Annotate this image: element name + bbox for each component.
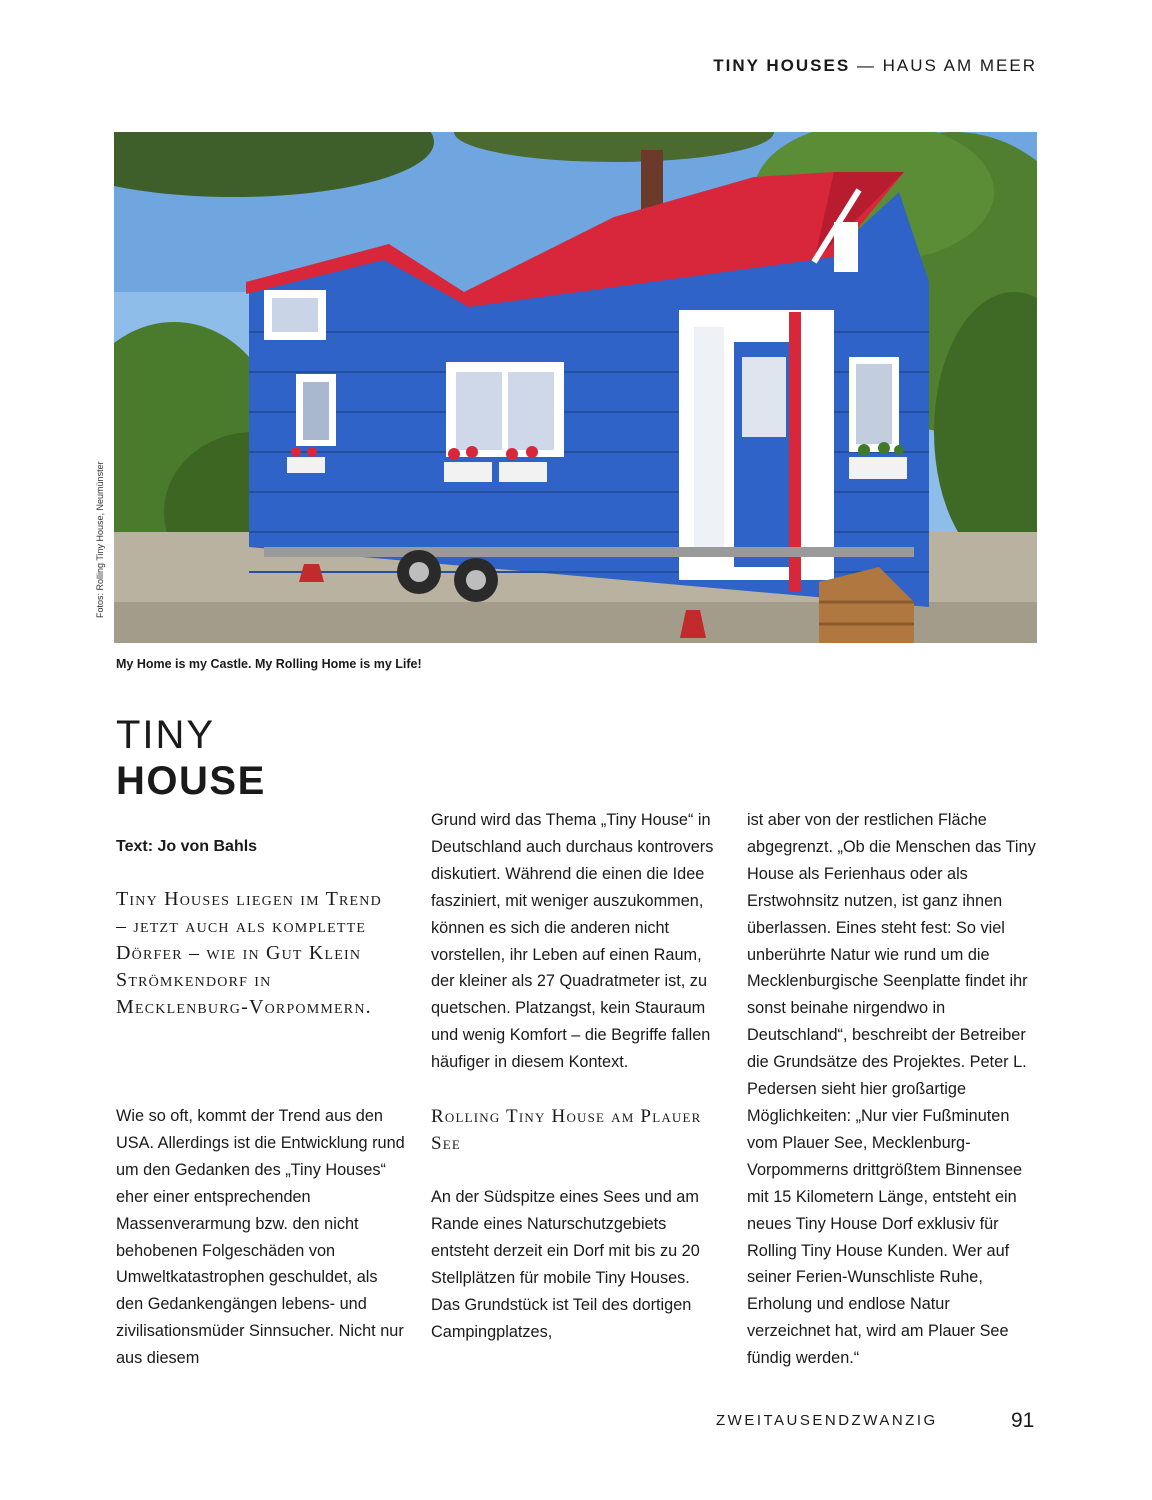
article-subheading: Rolling Tiny House am Plauer See (431, 1106, 702, 1155)
running-head-section: TINY HOUSES (713, 56, 851, 75)
article-column-2 (431, 807, 721, 1346)
article-byline: Text: Jo von Bahls (116, 838, 258, 855)
running-head (713, 56, 1037, 76)
tiny-house-photo (114, 132, 1037, 643)
article-column-1 (116, 1103, 406, 1372)
photo-credit: Fotos: Rolling Tiny House, Neumünster (95, 461, 105, 618)
article-title-line2: HOUSE (116, 759, 266, 803)
article-title-line1: TINY (116, 713, 216, 757)
footer-label: ZWEITAUSENDZWANZIG (716, 1412, 938, 1429)
photo-caption: My Home is my Castle. My Rolling Home is my Life! (116, 657, 422, 671)
column-1-paragraph: Wie so oft, kommt der Trend aus den USA. Allerdings ist die Entwicklung rund um den Gedanken des „Tiny Houses“ eher einer entsprechenden Massenverarmung bzw. den nicht behobenen Folgeschäden von Umweltkatastrophen geschuldet, als den Gedankengängen lebens- und zivilisationsmüder Sinnsucher. Nicht nur aus diesem (116, 1107, 405, 1368)
column-2-paragraph-1: Grund wird das Thema „Tiny House“ in Deutschland auch durchaus kontrovers diskutiert. Während die einen die Idee fasziniert, mit weniger auszukommen, können es sich die anderen nicht vorstellen, ihr Leben auf einen Raum, der kleiner als 27 Quadratmeter ist, zu quetschen. Platzangst, kein Stauraum und wenig Komfort – die Begriffe fallen häufiger in diesem Kontext. (431, 811, 714, 1072)
running-head-subsection: — HAUS AM MEER (850, 56, 1037, 75)
column-2-paragraph-2: An der Südspitze eines Sees und am Rande eines Naturschutzgebiets entsteht derzeit ein Dorf mit bis zu 20 Stellplätzen für mobile Tiny Houses. Das Grundstück ist Teil des dortigen Campingplatzes, (431, 1188, 700, 1341)
article-lead: Tiny Houses liegen im Trend – jetzt auch als komplette Dörfer – wie in Gut Klein Strömkendorf in Mecklenburg-Vorpommern. (116, 888, 382, 1018)
column-3-paragraph: ist aber von der restlichen Fläche abgegrenzt. „Ob die Menschen das Tiny House als Ferienhaus oder als Erstwohnsitz nutzen, ist ganz ihnen überlassen. Eines steht fest: So viel unberührte Natur wie rund um die Mecklenburgische Seenplatte findet ihr sonst beinahe nirgendwo in Deutschland“, beschreibt der Betreiber die Grundsätze des Projektes. Peter L. Pedersen sieht hier großartige Möglichkeiten: „Nur vier Fußminuten vom Plauer See, Mecklenburg-Vorpommerns drittgrößtem Binnensee mit 15 Kilometern Länge, entsteht ein neues Tiny House Dorf exklusiv für Rolling Tiny House Kunden. Wer auf seiner Ferien-Wunschliste Ruhe, Erholung und endlose Natur verzeichnet hat, wird am Plauer See fündig werden.“ (747, 811, 1036, 1368)
page-number: 91 (1011, 1409, 1035, 1432)
article-column-3 (747, 807, 1037, 1372)
